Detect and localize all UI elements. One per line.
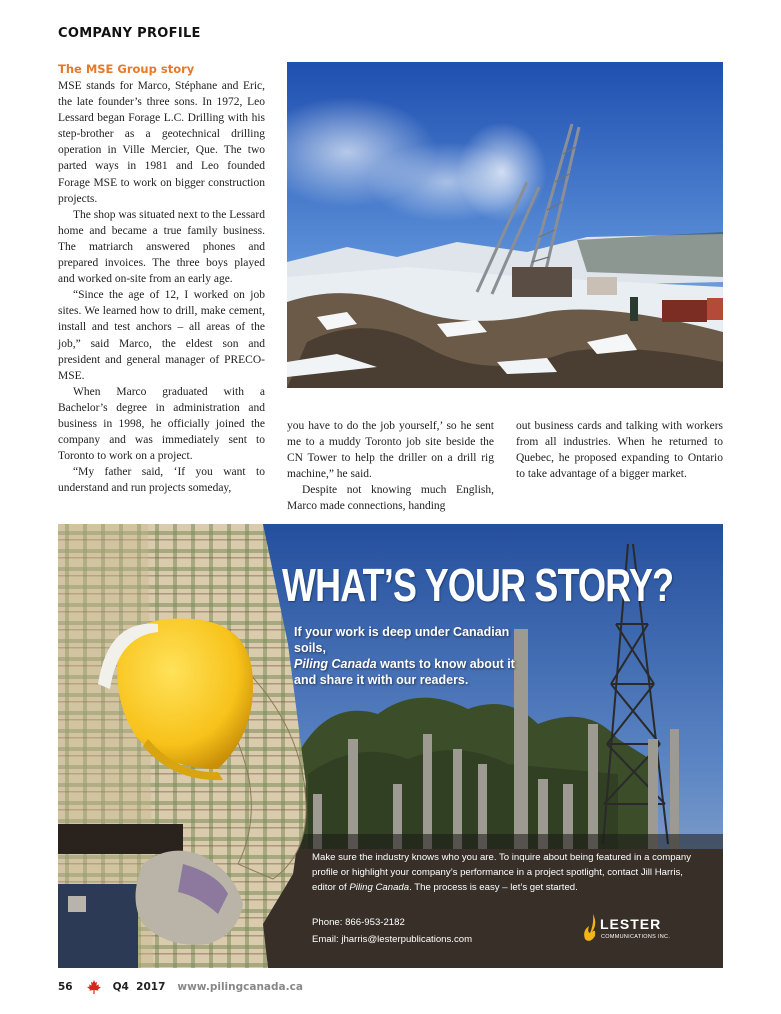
ad-body-brand: Piling Canada <box>349 882 410 893</box>
paragraph: “My father said, ‘If you want to understand and run projects someday, <box>58 466 265 495</box>
website-link[interactable]: www.pilingcanada.ca <box>177 981 303 993</box>
paragraph: out business cards and talking with workers from all industries. When he returned to Quebec, he proposed expanding to Ontario to take advantage of a bigger market. <box>516 420 723 481</box>
ad-phone: Phone: 866-953-2182 <box>312 917 405 928</box>
section-heading: COMPANY PROFILE <box>58 26 201 41</box>
article-column-1 <box>58 78 265 496</box>
article-column-3 <box>516 418 723 482</box>
paragraph: Despite not knowing much English, Marco made connections, handing <box>287 484 494 513</box>
ad-email[interactable]: Email: jharris@lesterpublications.com <box>312 934 473 945</box>
ad-sub-line1: If your work is deep under Canadian soils, <box>294 625 510 655</box>
issue-label: Q4 2017 <box>112 981 166 993</box>
ad-sub-line2: wants to know about it and share it with our readers. <box>294 657 515 687</box>
ad-headline: WHAT’S YOUR STORY? <box>282 559 674 611</box>
ad-contact <box>312 914 472 948</box>
paragraph: “Since the age of 12, I worked on job sites. We learned how to drill, make cement, install and test anchors – all areas of the job,” said Marco, the eldest son and president and general manager of PRECO-MSE. <box>58 289 265 382</box>
paragraph: When Marco graduated with a Bachelor’s degree in administration and business in 1998, he officially joined the company and was immediately sent to Toronto to work on a project. <box>58 385 265 463</box>
paragraph: MSE stands for Marco, Stéphane and Eric, the late founder’s three sons. In 1972, Leo Lessard began Forage L.C. Drilling with his step-brother as a geotechnical drilling operation in Ville Mercier, Que. The two parted ways in 1981 and Leo founded Forage MSE to work on bigger construction projects. <box>58 80 265 205</box>
lester-subtitle: COMMUNICATIONS INC. <box>601 934 671 940</box>
page-number: 56 <box>58 981 73 993</box>
lester-wordmark: LESTER <box>600 916 662 932</box>
article-title: The MSE Group story <box>58 62 195 76</box>
flame-icon <box>584 914 600 944</box>
ad-subheadline <box>294 624 534 688</box>
ad-sub-brand: Piling Canada <box>294 657 377 671</box>
ad-body-end: . The process is easy – let’s get started. <box>409 882 578 893</box>
ad-body-text <box>312 850 708 895</box>
paragraph: you have to do the job yourself,’ so he sent me to a muddy Toronto job site beside the CN Tower to help the driller on a drill rig machine,” he said. <box>287 420 494 481</box>
drill-rig-photo <box>287 62 723 388</box>
page-footer <box>58 980 303 994</box>
advertisement <box>58 524 723 968</box>
ad-body-main: Make sure the industry knows who you are. To inquire about being featured in a company profile or highlight your company’s performance in a project spotlight, contact Jill Harris, editor of <box>312 852 691 893</box>
lester-logo <box>584 914 704 954</box>
paragraph: The shop was situated next to the Lessard home and became a true family business. The matriarch answered phones and prepared invoices. The three boys played and worked on-site from an early age. <box>58 208 265 286</box>
maple-leaf-icon <box>87 980 101 994</box>
article-column-2 <box>287 418 494 515</box>
